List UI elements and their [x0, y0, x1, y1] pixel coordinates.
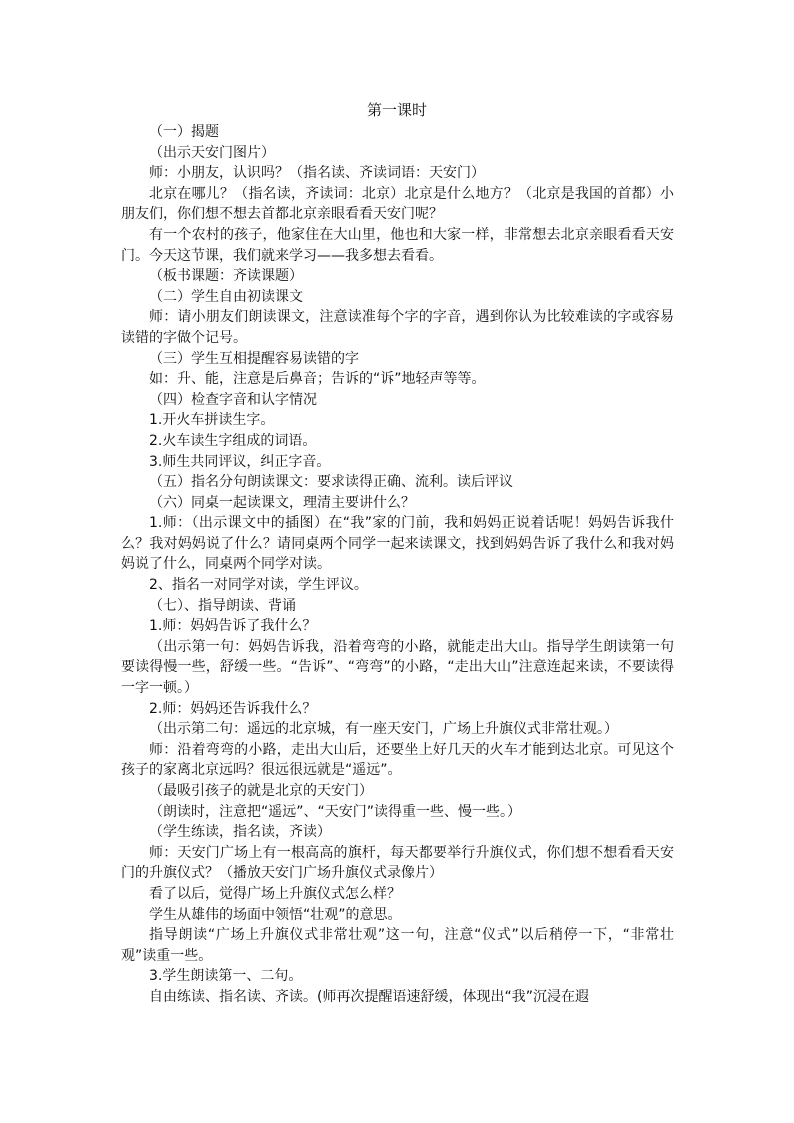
paragraph: （五）指名分句朗读课文：要求读得正确、流利。读后评议: [149, 474, 513, 491]
paragraph: 1.开火车拼读生字。: [149, 412, 275, 429]
paragraph: 1.师：（出示课文中的插图）在“我”家的门前，我和妈妈正说着话呢！妈妈告诉我什么？我对妈妈说了什么？请同桌两个同学一起来读课文，找到妈妈告诉了我什么和我对妈妈说了什么，同桌两个同学对读。: [121, 515, 674, 573]
paragraph: 师：沿着弯弯的小路，走出大山后，还要坐上好几天的火车才能到达北京。可见这个孩子的家离北京远吗？很远很远就是“遥远”。: [121, 741, 674, 779]
paragraph: 有一个农村的孩子，他家住在大山里，他也和大家一样，非常想去北京亲眼看看天安门。今天这节课，我们就来学习——我多想去看看。: [121, 226, 674, 264]
paragraph: （六）同桌一起读课文，理清主要讲什么？: [149, 494, 415, 511]
paragraph: 学生从雄伟的场面中领悟“壮观”的意思。: [149, 906, 402, 923]
paragraph: 师：天安门广场上有一根高高的旗杆，每天都要举行升旗仪式，你们想不想看看天安门的升旗仪式？（播放天安门广场升旗仪式录像片）: [121, 844, 674, 882]
lesson-body: [121, 122, 674, 1008]
paragraph: （二）学生自由初读课文: [149, 288, 303, 305]
paragraph: 看了以后，觉得广场上升旗仪式怎么样？: [149, 885, 401, 902]
paragraph: 指导朗读“广场上升旗仪式非常壮观”这一句，注意“仪式”以后稍停一下，“非常壮观”读重一些。: [121, 927, 674, 964]
paragraph: 1.师：妈妈告诉了我什么？: [149, 618, 317, 635]
paragraph: 2、指名一对同学对读，学生评议。: [149, 577, 368, 594]
paragraph: （四）检查字音和认字情况: [149, 391, 317, 408]
paragraph: （板书课题：齐读课题）: [149, 268, 303, 285]
paragraph: 2.师：妈妈还告诉我什么？: [149, 700, 317, 717]
paragraph: （学生练读，指名读，齐读）: [149, 824, 331, 841]
paragraph: （七）、指导朗读、背诵: [149, 597, 296, 614]
paragraph: （朗读时，注意把“遥远”、“天安门”读得重一些、慢一些。）: [149, 803, 522, 820]
paragraph: 2.火车读生字组成的词语。: [149, 432, 317, 449]
paragraph: （三）学生互相提醒容易读错的字: [149, 350, 359, 367]
paragraph: 如：升、能，注意是后鼻音；告诉的“诉”地轻声等等。: [149, 371, 486, 388]
paragraph: 师：小朋友，认识吗？（指名读、齐读词语：天安门）: [149, 165, 485, 182]
lesson-title: 第一课时: [366, 101, 427, 119]
paragraph: （出示天安门图片）: [149, 144, 275, 161]
paragraph: 3.师生共同评议，纠正字音。: [149, 453, 331, 470]
paragraph: 自由练读、指名读、齐读。(师再次提醒语速舒缓，体现出“我”沉浸在遐: [149, 988, 589, 1005]
paragraph: 北京在哪儿？（指名读，齐读词：北京）北京是什么地方？（北京是我国的首都）小朋友们，你们想不想去首都北京亲眼看看天安门呢？: [121, 185, 674, 223]
paragraph: （出示第二句：遥远的北京城，有一座天安门，广场上升旗仪式非常壮观。）: [149, 721, 618, 738]
paragraph: 3.学生朗读第一、二句。: [149, 968, 303, 985]
paragraph: 师：请小朋友们朗读课文，注意读准每个字的字音，遇到你认为比较难读的字或容易读错的字做个记号。: [121, 309, 674, 346]
paragraph: （一）揭题: [149, 124, 219, 140]
paragraph: （最吸引孩子的就是北京的天安门）: [149, 783, 373, 799]
paragraph: （出示第一句：妈妈告诉我，沿着弯弯的小路，就能走出大山。指导学生朗读第一句要读得慢一些，舒缓一些。“告诉”、“弯弯”的小路，“走出大山”注意连起来读，不要读得一字一顿。）: [121, 638, 674, 697]
